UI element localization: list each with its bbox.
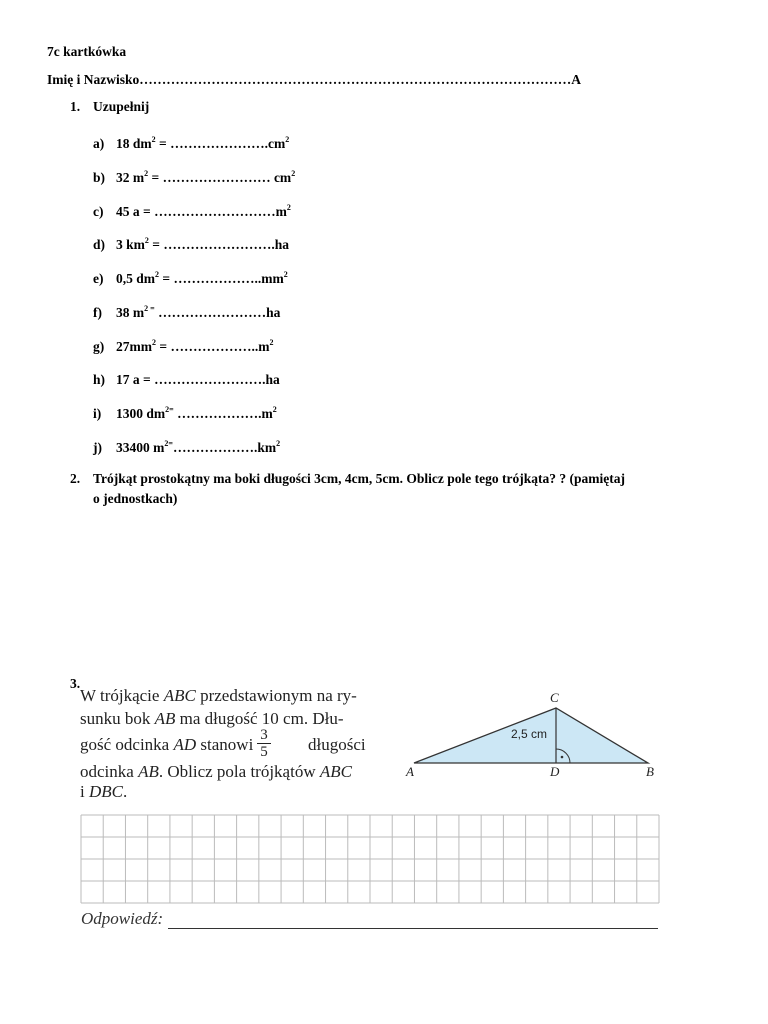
- item-letter: c): [93, 204, 104, 219]
- answer-label: Odpowiedź:: [81, 909, 164, 928]
- task3-line1: W trójkącie ABC przedstawionym na ry-: [80, 686, 357, 705]
- item-sup1: 2: [152, 338, 156, 347]
- task3-line5: i DBC.: [80, 782, 128, 801]
- triangle-figure: [396, 686, 686, 786]
- worksheet-title: 7c kartkówka: [47, 44, 127, 59]
- height-label: 2,5 cm: [511, 727, 548, 741]
- item-letter: f): [93, 305, 102, 320]
- task3-line2: sunku bok AB ma długość 10 cm. Dłu-: [80, 709, 344, 728]
- item-pre: 3 km: [116, 237, 145, 252]
- item-letter: d): [93, 237, 106, 252]
- item-letter: g): [93, 339, 105, 354]
- item-pre: 45 a = ………………………m: [116, 204, 287, 219]
- item-letter: b): [93, 170, 106, 185]
- task1-number: 1.: [70, 99, 81, 114]
- item-expression: [116, 170, 295, 186]
- vertex-d-label: D: [550, 764, 560, 779]
- item-pre: 38 m: [116, 305, 145, 320]
- item-pre: 33400 m: [116, 440, 165, 455]
- task1-title: Uzupełnij: [93, 99, 150, 114]
- item-sup1: 2: [151, 135, 156, 144]
- item-mid: = …………………… cm: [148, 170, 292, 185]
- item-mid: ……………………ha: [154, 305, 281, 320]
- item-sup2: 2: [286, 203, 291, 212]
- item-sup1: 2: [144, 236, 149, 245]
- item-pre: 0,5 dm: [116, 271, 156, 286]
- item-sup1: 2=: [165, 405, 174, 414]
- item-letter: a): [93, 136, 105, 151]
- item-mid: = ………………….cm: [155, 136, 286, 151]
- item-mid: = ………………..m: [156, 339, 270, 354]
- item-expression: [116, 372, 280, 388]
- item-sup1: 2: [155, 270, 160, 279]
- task3-line3: gość odcinka AD stanowi: [80, 735, 254, 754]
- task3-number: 3.: [70, 676, 81, 691]
- task3-line4: odcinka AB. Oblicz pola trójkątów ABC: [80, 762, 352, 781]
- item-sup1: 2: [144, 169, 149, 178]
- item-sup2: 2: [269, 338, 274, 347]
- item-pre: 17 a = …………………….ha: [116, 372, 280, 387]
- item-sup2: 2: [283, 270, 288, 279]
- item-expression: [116, 339, 273, 355]
- vertex-b-label: B: [646, 764, 654, 779]
- vertex-a-label: A: [406, 764, 414, 779]
- item-mid: = …………………….ha: [148, 237, 289, 252]
- item-expression: [116, 271, 288, 287]
- task3-line3-end: długości: [308, 735, 366, 754]
- answer-line: [168, 928, 658, 929]
- item-sup2: 2: [291, 169, 296, 178]
- item-letter: e): [93, 271, 104, 286]
- answer-grid: [80, 814, 660, 904]
- task2-line2: o jednostkach): [93, 491, 178, 506]
- item-pre: 27mm: [116, 339, 152, 354]
- item-pre: 18 dm: [116, 136, 152, 151]
- item-sup2: 2: [272, 405, 277, 414]
- vertex-c-label: C: [550, 690, 559, 705]
- item-sup1: 2 =: [144, 304, 155, 313]
- fraction: [257, 727, 271, 760]
- name-line: Imię i Nazwisko……………………………………………………………………………………A: [47, 72, 581, 87]
- item-letter: j): [93, 440, 102, 455]
- item-expression: [116, 136, 289, 152]
- task2-line1: Trójkąt prostokątny ma boki długości 3cm, 4cm, 5cm. Oblicz pole tego trójkąta? ? (pamiętaj: [93, 471, 625, 486]
- item-expression: [116, 440, 280, 456]
- fraction-numerator: 3: [257, 727, 271, 744]
- item-letter: h): [93, 372, 106, 387]
- item-mid: ……………….m: [173, 406, 273, 421]
- item-pre: 32 m: [116, 170, 145, 185]
- task2-number: 2.: [70, 471, 81, 486]
- item-letter: i): [93, 406, 102, 421]
- item-expression: [116, 305, 280, 321]
- item-sup2: 2: [276, 439, 281, 448]
- right-angle-dot: [561, 756, 564, 759]
- item-mid: ……………….km: [172, 440, 277, 455]
- item-expression: [116, 237, 289, 253]
- item-sup2: 2: [285, 135, 290, 144]
- item-mid: = ………………..mm: [159, 271, 284, 286]
- item-expression: [116, 406, 277, 422]
- item-expression: [116, 204, 291, 220]
- item-pre: 1300 dm: [116, 406, 166, 421]
- fraction-denominator: 5: [260, 744, 268, 760]
- item-sup1: 2=: [164, 439, 173, 448]
